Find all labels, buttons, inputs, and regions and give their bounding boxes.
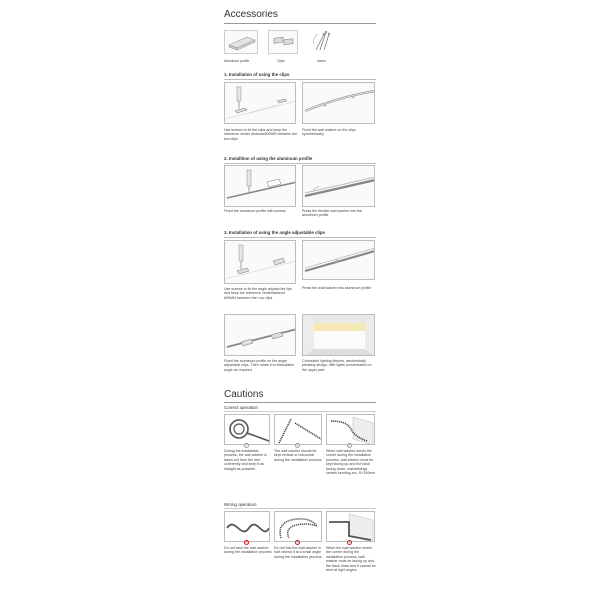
accessory-label-screw: screw (317, 59, 326, 63)
screw-icon (306, 28, 340, 54)
vertical-horizontal-drawing (275, 415, 322, 445)
section-3-divider (224, 237, 376, 238)
cautions-divider (224, 402, 376, 403)
section-3-step-3-image (224, 314, 296, 356)
right-angle-bend-drawing (327, 512, 375, 542)
section-1-step-1-image (224, 82, 296, 124)
wrong-3-caption: When the wall washer meets the corner during the installation process, wall washer must be facing up and the back down,and it cannot be bent at right angles (326, 546, 376, 573)
section-3-step-1-image (224, 240, 296, 284)
wrong-3-cross-icon: ✕ (348, 539, 351, 544)
section-3-title: 3. Installation of using the angle adjustable clips (224, 230, 326, 235)
clips-icon (269, 31, 299, 55)
angle-clip-install-drawing (225, 241, 296, 284)
aluminum-profile-install-drawing (225, 166, 296, 207)
correct-operation-title: Correct operation (224, 405, 258, 410)
correct-2-caption: The wall washer should be kept vertical or horizontal during the installation process (274, 449, 322, 462)
cautions-title: Cautions (224, 389, 264, 400)
correct-1-caption: During the installation process, the wall washer is taken out from the reel coherently and keep it as straight as possible. (224, 449, 267, 471)
wrong-1-cross-icon: ✕ (245, 539, 248, 544)
accessories-title: Accessories (224, 9, 278, 20)
section-1-step-2-image (302, 82, 375, 124)
correct-1-image (224, 414, 270, 445)
section-2-step-1-caption: Fixed the aluminum profile with screws (224, 209, 286, 213)
correct-2-check-icon: ✓ (296, 442, 299, 447)
section-3-step-2-caption: Press the wall washer into aluminum profile (302, 286, 372, 290)
correct-3-check-icon: ✓ (348, 442, 351, 447)
screw-thumb (306, 28, 340, 54)
correct-3-image (326, 414, 375, 445)
section-2-title: 2. Installtion of using the aluminum profile (224, 156, 313, 161)
section-2-divider (224, 163, 376, 164)
aluminum-profile-icon (225, 31, 259, 55)
rotate-profile-drawing (225, 315, 296, 356)
section-1-step-2-caption: Fixed the wall washer on the clips symmetrically (302, 128, 356, 137)
correct-3-caption: When wall washer meets the corner during the installation process, wall washer must be kept facing up and the back facing down, maintainings certain bending arc, R>150mm (326, 449, 376, 476)
reel-unwinding-drawing (225, 415, 270, 445)
correct-operation-divider (224, 411, 376, 412)
correct-1-check-icon: ✓ (245, 442, 248, 447)
press-washer-into-profile-drawing (303, 166, 375, 207)
wrong-3-image (326, 511, 375, 542)
wrong-1-caption: Do not twist the wall washer during the installation process (224, 546, 272, 555)
folded-strip-drawing (275, 512, 322, 542)
section-2-step-1-image (224, 165, 296, 207)
press-washer-aluminum-drawing (303, 241, 375, 280)
aluminum-profile-thumb (224, 30, 258, 54)
corner-bend-drawing (327, 415, 375, 445)
wrong-1-image (224, 511, 270, 542)
clips-thumb (268, 30, 298, 54)
section-1-step-1-caption: Use screws to fix the clips and keep the reference center distance600MM between the two clips (224, 128, 298, 141)
wrong-2-cross-icon: ✕ (296, 539, 299, 544)
section-3-step-2-image (302, 240, 375, 280)
section-1-divider (224, 79, 376, 80)
section-3-step-1-caption: Use screws to fix the angle adjusta ble lips and keep the reference centerdistance 600MM between the t wo clips (224, 287, 292, 300)
correct-2-image (274, 414, 322, 445)
section-3-step-3-caption: Fixed the aluminum profile on the angle adjustable clips. Then rotate it to thesuitable angle as required (224, 359, 295, 372)
section-1-title: 1. Installation of using the clips (224, 72, 290, 77)
wall-washer-on-clips-drawing (303, 83, 375, 124)
accessories-divider (224, 23, 376, 24)
section-2-step-2-caption: Press the flexible wall washer into the aluminum profile (302, 209, 362, 218)
twisted-strip-drawing (225, 512, 270, 542)
accessory-label-clips: Clips (277, 59, 285, 63)
section-3-step-4-caption: Concealed lighting fixtures, aesthetically pleasing design, with lights concentrated on the upper part (302, 359, 372, 372)
section-3-step-4-image (302, 314, 375, 356)
wrong-2-caption: Do not fold the wall washer in half orbend it at a small angle during the installation process (274, 546, 322, 559)
section-2-step-2-image (302, 165, 375, 207)
wrong-operation-divider (224, 508, 376, 509)
concealed-lighting-room-drawing (303, 315, 375, 356)
clip-install-drawing (225, 83, 296, 124)
wrong-2-image (274, 511, 322, 542)
accessory-label-aluminum-profile: Aluminum profile (224, 59, 250, 63)
wrong-operation-title: Wrong operation (224, 502, 257, 507)
